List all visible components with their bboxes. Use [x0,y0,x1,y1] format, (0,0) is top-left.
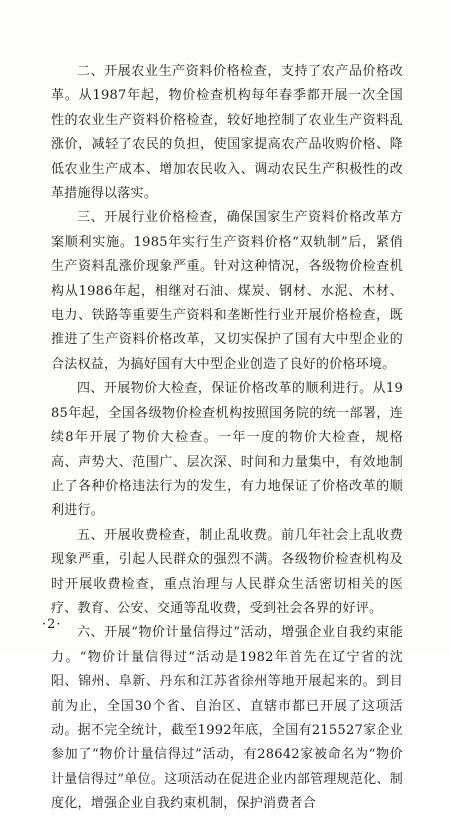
body-text [51,60,403,817]
paragraph-agricultural-inputs-inspection: 二、开展农业生产资料价格检查，支持了农产品价格改革。从1987年起，物价检查机构每年春季都开展一次全国性的农业生产资料价格检查，较好地控制了农业生产资料乱涨价，减轻了农民的负担，使国家提高农产品收购价格、降低农业生产成本、增加农民收入、调动农民生产积极性的改革措施得以落实。 [51,64,403,202]
paragraph-fee-inspection: 五、开展收费检查，制止乱收费。前几年社会上乱收费现象严重，引起人民群众的强烈不满。各级物价检查机构及时开展收费检查，重点治理与人民群众生活密切相关的医疗、教育、公安、交通等乱收费，受到社会各界的好评。 [51,527,403,616]
paragraph-trusted-pricing-campaign: 六、开展“物价计量信得过”活动，增强企业自我约束能力。“物价计量信得过”活动是1982年首先在辽宁省的沈阳、锦州、阜新、丹东和江苏省徐州等地开展起来的。到目前为止，全国30个省、自治区、直辖市都已开展了这项活动。据不完全统计，截至1992年底，全国有215527家企业参加了“物价计量信得过”活动，有28642家被命名为“物价计量信得过”单位。这项活动在促进企业内部管理规范化、制度化，增强企业自我约束机制，保护消费者合 [51,625,403,812]
page-number: ·2· [42,617,62,632]
paragraph-general-price-inspection: 四、开展物价大检查，保证价格改革的顺利进行。从1985年起，全国各级物价检查机构按照国务院的统一部署，连续8年开展了物价大检查。一年一度的物价大检查，规格高、声势大、范围广、层次深、时间和力量集中，有效地制止了各种价格违法行为的发生，有力地保证了价格改革的顺利进行。 [51,381,403,519]
paragraph-industry-price-inspection: 三、开展行业价格检查，确保国家生产资料价格改革方案顺利实施。1985年实行生产资料价格“双轨制”后，紧俏生产资料乱涨价现象严重。针对这种情况，各级物价检查机构从1986年起，相继对石油、煤炭、钢材、水泥、木材、电力、铁路等重要生产资料和垄断性行业开展价格检查，既推进了生产资料价格改革，又切实保护了国有大中型企业的合法权益，为搞好国有大中型企业创造了良好的价格环境。 [51,210,403,372]
